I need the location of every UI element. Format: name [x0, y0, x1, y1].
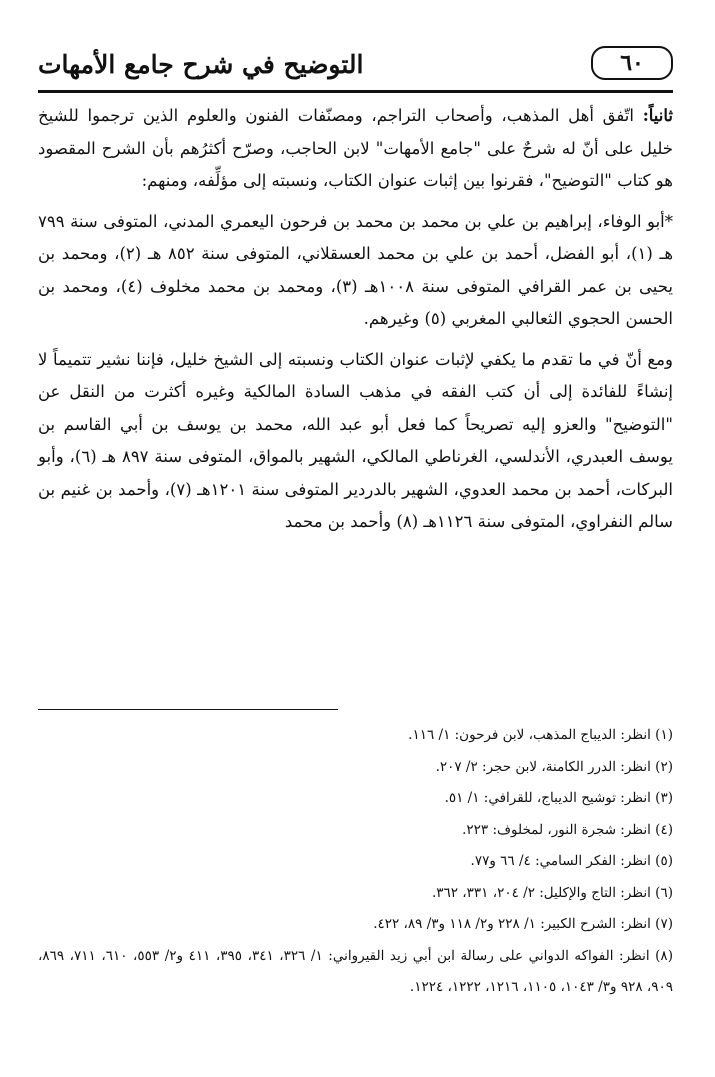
paragraph-lead: ثانياً:: [642, 106, 673, 125]
paragraph-2: *أبو الوفاء، إبراهيم بن علي بن محمد بن محمد بن فرحون اليعمري المدني، المتوفى سنة ٧٩٩ هـ (١)، أبو الفضل، أحمد بن علي بن محمد العسقلاني، المتوفى سنة ٨٥٢ هـ (٢)، ومحمد بن يحيى بن عمر القرافي المتوفى سنة ١٠٠٨هـ (٣)، ومحمد بن محمد مخلوف (٤)، ومحمد بن الحسن الحجوي الثعالبي المغربي (٥) وغيرهم.: [38, 211, 674, 328]
footnotes: [38, 720, 673, 1004]
footnote-5: (٥) انظر: الفكر السامي: ٤/ ٦٦ و٧٧.: [470, 853, 673, 869]
footnote-4: (٤) انظر: شجرة النور، لمخلوف: ٢٢٣.: [462, 821, 673, 838]
footnote-8: (٨) انظر: الفواكه الدواني على رسالة ابن أبي زيد القيرواني: ١/ ٣٢٦، ٣٤١، ٣٩٥، ٤١١ و٢/ ٥٥٣، ٦١٠، ٧١١، ٨٦٩، ٩٠٩، ٩٢٨ و٣/ ١٠٤٣، ١١٠٥، ١٢١٦، ١٢٢٢، ١٢٢٤.: [38, 947, 673, 995]
footnote-6: (٦) انظر: التاج والإكليل: ٢/ ٢٠٤، ٣٣١، ٣٦٢.: [431, 884, 673, 901]
footnote-divider: [38, 709, 338, 710]
page-number: ٦٠: [620, 50, 644, 76]
footnote-2: (٢) انظر: الدرر الكامنة، لابن حجر: ٢/ ٢٠٧.: [435, 758, 673, 775]
footnote-1: (١) انظر: الديباج المذهب، لابن فرحون: ١/ ١١٦.: [408, 727, 673, 743]
paragraph-3: ومع أنّ في ما تقدم ما يكفي لإثبات عنوان الكتاب ونسبته إلى الشيخ خليل، فإننا نشير تتميماً لا إنشاءً للفائدة إلى أن كتب الفقه في مذهب السادة المالكية وغيره أكثرت من النقل عن "التوضيح" والعزو إليه تصريحاً كما فعل أبو عبد الله، محمد بن يوسف بن أبي القاسم بن يوسف العبدري، الأندلسي، الغرناطي المالكي، الشهير بالمواق، المتوفى سنة ٨٩٧ هـ (٦)، وأبو البركات، أحمد بن محمد العدوي، الشهير بالدردير المتوفى سنة ١٢٠١هـ (٧)، وأحمد بن غنيم بن سالم النفراوي، المتوفى سنة ١١٢٦هـ (٨) وأحمد بن محمد: [38, 349, 674, 531]
footnote-3: (٣) انظر: توشيح الديباج، للقرافي: ١/ ٥١.: [444, 790, 673, 806]
page-header: [38, 44, 673, 93]
page-number-box: [591, 46, 673, 80]
paragraph-1-text: اتّفق أهل المذهب، وأصحاب التراجم، ومصنّفات الفنون والعلوم الذين ترجموا للشيخ خليل على أنّ له شرحٌ على "جامع الأمهات" لابن الحاجب، وصرّح أكثرُهم بأن الشرح المقصود هو كتاب "التوضيح"، فقرنوا بين إثبات عنوان الكتاب، ونسبته إلى مؤلِّفه، ومنهم:: [38, 106, 673, 190]
paragraph-1: [38, 100, 673, 198]
main-text: [38, 100, 673, 547]
running-title: التوضيح في شرح جامع الأمهات: [38, 50, 364, 79]
footnote-7: (٧) انظر: الشرح الكبير: ١/ ٢٢٨ و٢/ ١١٨ و٣/ ٨٩، ٤٢٢.: [373, 916, 673, 932]
